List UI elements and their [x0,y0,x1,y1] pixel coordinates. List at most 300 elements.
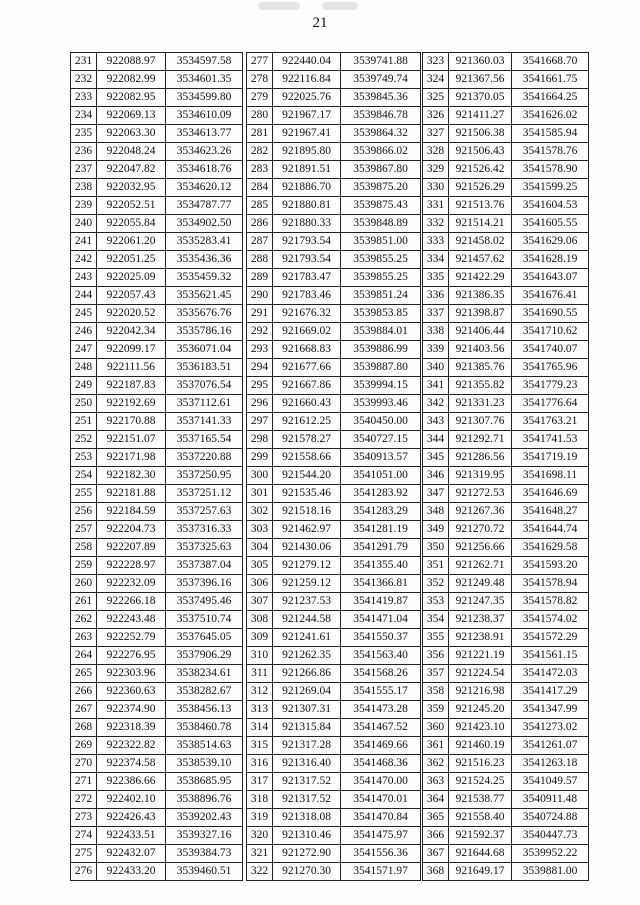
point-number: 309 [247,629,273,647]
point-number: 307 [247,593,273,611]
table-row [71,701,243,719]
y-coordinate: 3541470.84 [341,809,421,827]
y-coordinate: 3541578.94 [512,575,589,593]
x-coordinate: 921513.76 [449,197,512,215]
point-number: 306 [247,575,273,593]
table-row [247,629,421,647]
table-row [71,395,243,413]
y-coordinate: 3537316.33 [166,521,243,539]
x-coordinate: 921967.41 [273,125,341,143]
table-row [423,665,589,683]
point-number: 294 [247,359,273,377]
y-coordinate: 3541261.07 [512,737,589,755]
y-coordinate: 3541475.97 [341,827,421,845]
x-coordinate: 922360.63 [97,683,166,701]
x-coordinate: 921422.29 [449,269,512,287]
x-coordinate: 922182.30 [97,467,166,485]
x-coordinate: 921793.54 [273,251,341,269]
table-row [247,719,421,737]
y-coordinate: 3541710.62 [512,323,589,341]
x-coordinate: 921895.80 [273,143,341,161]
point-number: 282 [247,143,273,161]
y-coordinate: 3537076.54 [166,377,243,395]
x-coordinate: 921783.47 [273,269,341,287]
table-row [71,179,243,197]
x-coordinate: 921245.20 [449,701,512,719]
x-coordinate: 921267.36 [449,503,512,521]
table-row [247,701,421,719]
x-coordinate: 921360.03 [449,53,512,71]
table-row [423,305,589,323]
x-coordinate: 922386.66 [97,773,166,791]
point-number: 319 [247,809,273,827]
y-coordinate: 3537906.29 [166,647,243,665]
x-coordinate: 921880.33 [273,215,341,233]
table-row [71,215,243,233]
point-number: 289 [247,269,273,287]
x-coordinate: 921891.51 [273,161,341,179]
table-row [71,341,243,359]
point-number: 255 [71,485,97,503]
y-coordinate: 3541593.20 [512,557,589,575]
table-row [71,143,243,161]
x-coordinate: 921279.12 [273,557,341,575]
x-coordinate: 922322.82 [97,737,166,755]
y-coordinate: 3540447.73 [512,827,589,845]
table-row [423,575,589,593]
x-coordinate: 921216.98 [449,683,512,701]
point-number: 241 [71,233,97,251]
y-coordinate: 3539864.32 [341,125,421,143]
table-row [247,161,421,179]
y-coordinate: 3541779.23 [512,377,589,395]
x-coordinate: 921262.71 [449,557,512,575]
x-coordinate: 922374.90 [97,701,166,719]
x-coordinate: 921967.17 [273,107,341,125]
table-row [71,557,243,575]
y-coordinate: 3539855.25 [341,269,421,287]
point-number: 351 [423,557,449,575]
table-row [423,683,589,701]
x-coordinate: 921524.25 [449,773,512,791]
point-number: 362 [423,755,449,773]
table-row [71,737,243,755]
x-coordinate: 921578.27 [273,431,341,449]
point-number: 325 [423,89,449,107]
table-row [247,251,421,269]
point-number: 272 [71,791,97,809]
y-coordinate: 3539994.15 [341,377,421,395]
point-number: 302 [247,503,273,521]
x-coordinate: 922266.18 [97,593,166,611]
y-coordinate: 3538514.63 [166,737,243,755]
y-coordinate: 3541473.28 [341,701,421,719]
y-coordinate: 3534618.76 [166,161,243,179]
x-coordinate: 922116.84 [273,71,341,89]
point-number: 232 [71,71,97,89]
y-coordinate: 3539851.24 [341,287,421,305]
table-row [247,755,421,773]
x-coordinate: 922025.09 [97,269,166,287]
point-number: 261 [71,593,97,611]
scan-artifact [258,2,300,10]
point-number: 246 [71,323,97,341]
table-row [71,467,243,485]
table-row [247,359,421,377]
y-coordinate: 3534623.26 [166,143,243,161]
y-coordinate: 3538896.76 [166,791,243,809]
x-coordinate: 921460.19 [449,737,512,755]
point-number: 301 [247,485,273,503]
y-coordinate: 3541468.36 [341,755,421,773]
table-row [247,665,421,683]
point-number: 316 [247,755,273,773]
point-number: 345 [423,449,449,467]
x-coordinate: 922184.59 [97,503,166,521]
table-row [247,503,421,521]
y-coordinate: 3541556.36 [341,845,421,863]
table-row [423,539,589,557]
point-number: 364 [423,791,449,809]
x-coordinate: 921676.32 [273,305,341,323]
point-number: 337 [423,305,449,323]
point-number: 357 [423,665,449,683]
x-coordinate: 922020.52 [97,305,166,323]
point-number: 256 [71,503,97,521]
x-coordinate: 921462.97 [273,521,341,539]
y-coordinate: 3535459.32 [166,269,243,287]
point-number: 268 [71,719,97,737]
y-coordinate: 3534787.77 [166,197,243,215]
table-row [71,413,243,431]
point-number: 243 [71,269,97,287]
table-row [247,575,421,593]
point-number: 263 [71,629,97,647]
x-coordinate: 921667.86 [273,377,341,395]
y-coordinate: 3534902.50 [166,215,243,233]
y-coordinate: 3536071.04 [166,341,243,359]
x-coordinate: 922069.13 [97,107,166,125]
table-row [423,125,589,143]
point-number: 239 [71,197,97,215]
y-coordinate: 3541690.55 [512,305,589,323]
x-coordinate: 922433.51 [97,827,166,845]
table-row [247,539,421,557]
x-coordinate: 921458.02 [449,233,512,251]
point-number: 317 [247,773,273,791]
point-number: 323 [423,53,449,71]
y-coordinate: 3538456.13 [166,701,243,719]
y-coordinate: 3541051.00 [341,467,421,485]
x-coordinate: 921307.76 [449,413,512,431]
y-coordinate: 3541469.66 [341,737,421,755]
table-row [423,809,589,827]
y-coordinate: 3539846.78 [341,107,421,125]
point-number: 290 [247,287,273,305]
y-coordinate: 3536183.51 [166,359,243,377]
table-row [423,287,589,305]
x-coordinate: 922276.95 [97,647,166,665]
point-number: 359 [423,701,449,719]
point-number: 332 [423,215,449,233]
y-coordinate: 3541605.55 [512,215,589,233]
x-coordinate: 921270.30 [273,863,341,881]
y-coordinate: 3541698.11 [512,467,589,485]
y-coordinate: 3539867.80 [341,161,421,179]
point-number: 284 [247,179,273,197]
point-number: 318 [247,791,273,809]
y-coordinate: 3535786.16 [166,323,243,341]
x-coordinate: 921516.23 [449,755,512,773]
table-row [247,53,421,71]
table-row [247,521,421,539]
table-row [71,485,243,503]
y-coordinate: 3537141.33 [166,413,243,431]
y-coordinate: 3541572.29 [512,629,589,647]
x-coordinate: 922032.95 [97,179,166,197]
x-coordinate: 921506.38 [449,125,512,143]
table-row [247,89,421,107]
table-row [71,125,243,143]
y-coordinate: 3537645.05 [166,629,243,647]
x-coordinate: 921237.53 [273,593,341,611]
point-number: 273 [71,809,97,827]
y-coordinate: 3541472.03 [512,665,589,683]
x-coordinate: 922088.97 [97,53,166,71]
x-coordinate: 921668.83 [273,341,341,359]
table-row [71,809,243,827]
y-coordinate: 3537325.63 [166,539,243,557]
coordinate-table [70,52,243,881]
x-coordinate: 921592.37 [449,827,512,845]
y-coordinate: 3538539.10 [166,755,243,773]
point-number: 260 [71,575,97,593]
table-row [71,233,243,251]
x-coordinate: 922181.88 [97,485,166,503]
point-number: 363 [423,773,449,791]
x-coordinate: 922025.76 [273,89,341,107]
point-number: 266 [71,683,97,701]
coordinate-table [246,52,421,881]
y-coordinate: 3539460.51 [166,863,243,881]
y-coordinate: 3541574.02 [512,611,589,629]
point-number: 347 [423,485,449,503]
point-number: 271 [71,773,97,791]
point-number: 275 [71,845,97,863]
point-number: 326 [423,107,449,125]
x-coordinate: 921385.76 [449,359,512,377]
point-number: 367 [423,845,449,863]
table-row [71,683,243,701]
x-coordinate: 921403.56 [449,341,512,359]
point-number: 298 [247,431,273,449]
table-row [423,431,589,449]
point-number: 235 [71,125,97,143]
y-coordinate: 3541283.92 [341,485,421,503]
x-coordinate: 921238.91 [449,629,512,647]
y-coordinate: 3541644.74 [512,521,589,539]
point-number: 330 [423,179,449,197]
x-coordinate: 921317.52 [273,791,341,809]
table-row [423,647,589,665]
x-coordinate: 922082.99 [97,71,166,89]
y-coordinate: 3541471.04 [341,611,421,629]
point-number: 278 [247,71,273,89]
x-coordinate: 921269.04 [273,683,341,701]
y-coordinate: 3541629.58 [512,539,589,557]
y-coordinate: 3541049.57 [512,773,589,791]
point-number: 333 [423,233,449,251]
y-coordinate: 3539848.89 [341,215,421,233]
point-number: 348 [423,503,449,521]
x-coordinate: 922051.25 [97,251,166,269]
x-coordinate: 922228.97 [97,557,166,575]
point-number: 247 [71,341,97,359]
point-number: 329 [423,161,449,179]
x-coordinate: 922187.83 [97,377,166,395]
table-row [71,827,243,845]
point-number: 277 [247,53,273,71]
table-row [247,593,421,611]
x-coordinate: 921886.70 [273,179,341,197]
table-row [423,629,589,647]
x-coordinate: 921310.46 [273,827,341,845]
point-number: 280 [247,107,273,125]
x-coordinate: 922055.84 [97,215,166,233]
table-row [423,737,589,755]
y-coordinate: 3537112.61 [166,395,243,413]
y-coordinate: 3539881.00 [512,863,589,881]
x-coordinate: 922402.10 [97,791,166,809]
x-coordinate: 922374.58 [97,755,166,773]
y-coordinate: 3535283.41 [166,233,243,251]
table-row [247,773,421,791]
point-number: 358 [423,683,449,701]
table-row [71,521,243,539]
x-coordinate: 921367.56 [449,71,512,89]
point-number: 361 [423,737,449,755]
x-coordinate: 921317.52 [273,773,341,791]
point-number: 354 [423,611,449,629]
table-row [247,71,421,89]
table-row [71,845,243,863]
y-coordinate: 3541563.40 [341,647,421,665]
y-coordinate: 3541646.69 [512,485,589,503]
table-row [247,467,421,485]
point-number: 331 [423,197,449,215]
table-row [423,359,589,377]
x-coordinate: 922232.09 [97,575,166,593]
table-row [247,809,421,827]
x-coordinate: 922042.34 [97,323,166,341]
point-number: 293 [247,341,273,359]
y-coordinate: 3537165.54 [166,431,243,449]
point-number: 335 [423,269,449,287]
point-number: 365 [423,809,449,827]
table-row [71,71,243,89]
x-coordinate: 922052.51 [97,197,166,215]
table-row [247,845,421,863]
y-coordinate: 3541355.40 [341,557,421,575]
table-row [423,449,589,467]
point-number: 327 [423,125,449,143]
y-coordinate: 3541470.01 [341,791,421,809]
point-number: 360 [423,719,449,737]
point-number: 344 [423,431,449,449]
y-coordinate: 3537396.16 [166,575,243,593]
point-number: 320 [247,827,273,845]
y-coordinate: 3541578.76 [512,143,589,161]
y-coordinate: 3537510.74 [166,611,243,629]
point-number: 288 [247,251,273,269]
point-number: 296 [247,395,273,413]
table-row [71,359,243,377]
y-coordinate: 3540450.00 [341,413,421,431]
y-coordinate: 3539327.16 [166,827,243,845]
table-row [423,593,589,611]
x-coordinate: 921270.72 [449,521,512,539]
y-coordinate: 3541765.96 [512,359,589,377]
point-number: 343 [423,413,449,431]
y-coordinate: 3537495.46 [166,593,243,611]
table-row [423,89,589,107]
y-coordinate: 3539851.00 [341,233,421,251]
y-coordinate: 3541648.27 [512,503,589,521]
x-coordinate: 921315.84 [273,719,341,737]
table-row [71,719,243,737]
x-coordinate: 921558.40 [449,809,512,827]
x-coordinate: 921660.43 [273,395,341,413]
y-coordinate: 3541668.70 [512,53,589,71]
table-row [247,377,421,395]
y-coordinate: 3538685.95 [166,773,243,791]
point-number: 250 [71,395,97,413]
x-coordinate: 922433.20 [97,863,166,881]
point-number: 257 [71,521,97,539]
y-coordinate: 3539952.22 [512,845,589,863]
table-row [71,539,243,557]
y-coordinate: 3534610.09 [166,107,243,125]
table-row [423,773,589,791]
x-coordinate: 921544.20 [273,467,341,485]
x-coordinate: 921558.66 [273,449,341,467]
y-coordinate: 3537250.95 [166,467,243,485]
point-number: 313 [247,701,273,719]
y-coordinate: 3541467.52 [341,719,421,737]
y-coordinate: 3535676.76 [166,305,243,323]
point-number: 336 [423,287,449,305]
x-coordinate: 921244.58 [273,611,341,629]
x-coordinate: 921266.86 [273,665,341,683]
y-coordinate: 3538460.78 [166,719,243,737]
y-coordinate: 3539886.99 [341,341,421,359]
y-coordinate: 3541661.75 [512,71,589,89]
point-number: 283 [247,161,273,179]
point-number: 286 [247,215,273,233]
y-coordinate: 3541643.07 [512,269,589,287]
table-row [423,71,589,89]
point-number: 315 [247,737,273,755]
y-coordinate: 3541281.19 [341,521,421,539]
page-number: 21 [312,15,328,31]
point-number: 299 [247,449,273,467]
x-coordinate: 921247.35 [449,593,512,611]
table-row [423,863,589,881]
table-row [247,557,421,575]
table-row [423,161,589,179]
table-row [423,755,589,773]
table-row [71,449,243,467]
